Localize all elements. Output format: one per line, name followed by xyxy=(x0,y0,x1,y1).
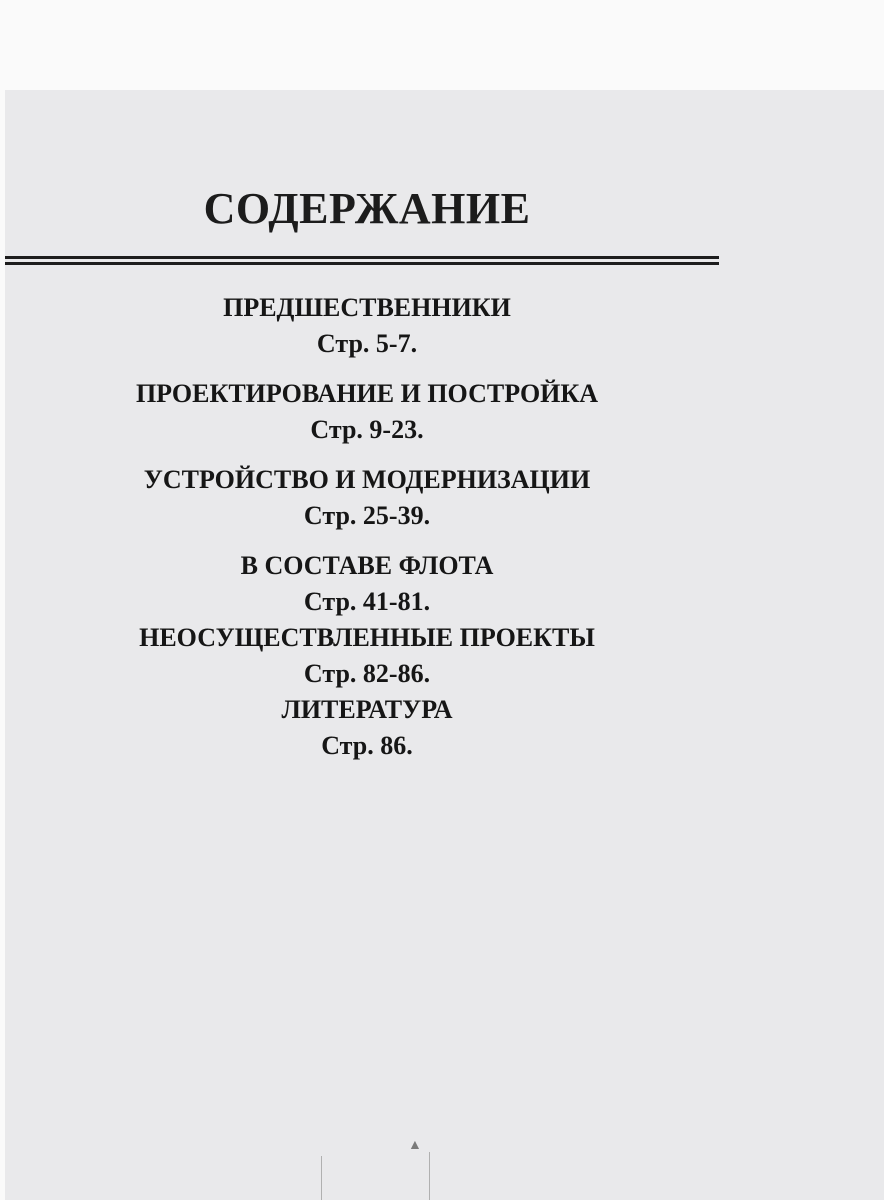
scan-speck: ▲ xyxy=(408,1138,422,1153)
toc-heading: НЕОСУЩЕСТВЛЕННЫЕ ПРОЕКТЫ xyxy=(139,623,595,652)
title-rule-top xyxy=(5,256,719,259)
toc-entry xyxy=(5,290,729,362)
toc-heading: В СОСТАВЕ ФЛОТА xyxy=(240,551,494,580)
title-rule-bottom xyxy=(5,262,719,265)
scan-crease-line xyxy=(321,1156,322,1200)
toc-page-range: Стр. 25-39. xyxy=(303,501,431,530)
document-page xyxy=(5,90,884,1200)
toc-page-range: Стр. 86. xyxy=(321,731,413,760)
toc-page-range: Стр. 9-23. xyxy=(310,415,424,444)
toc-page-range: Стр. 41-81. xyxy=(303,587,431,616)
toc-heading: ПРЕДШЕСТВЕННИКИ xyxy=(223,293,511,322)
table-of-contents xyxy=(5,290,729,764)
toc-entry xyxy=(5,548,729,620)
toc-entry xyxy=(5,462,729,534)
toc-page-range: Стр. 5-7. xyxy=(316,329,418,358)
toc-heading: ЛИТЕРАТУРА xyxy=(281,695,453,724)
toc-entry xyxy=(5,376,729,448)
scan-crease-line xyxy=(429,1152,430,1200)
toc-page-range: Стр. 82-86. xyxy=(303,659,431,688)
toc-entry xyxy=(5,620,729,692)
toc-entry xyxy=(5,692,729,764)
toc-heading: УСТРОЙСТВО И МОДЕРНИЗАЦИИ xyxy=(143,465,591,494)
page-title: СОДЕРЖАНИЕ xyxy=(203,184,531,233)
toc-heading: ПРОЕКТИРОВАНИЕ И ПОСТРОЙКА xyxy=(135,379,599,408)
